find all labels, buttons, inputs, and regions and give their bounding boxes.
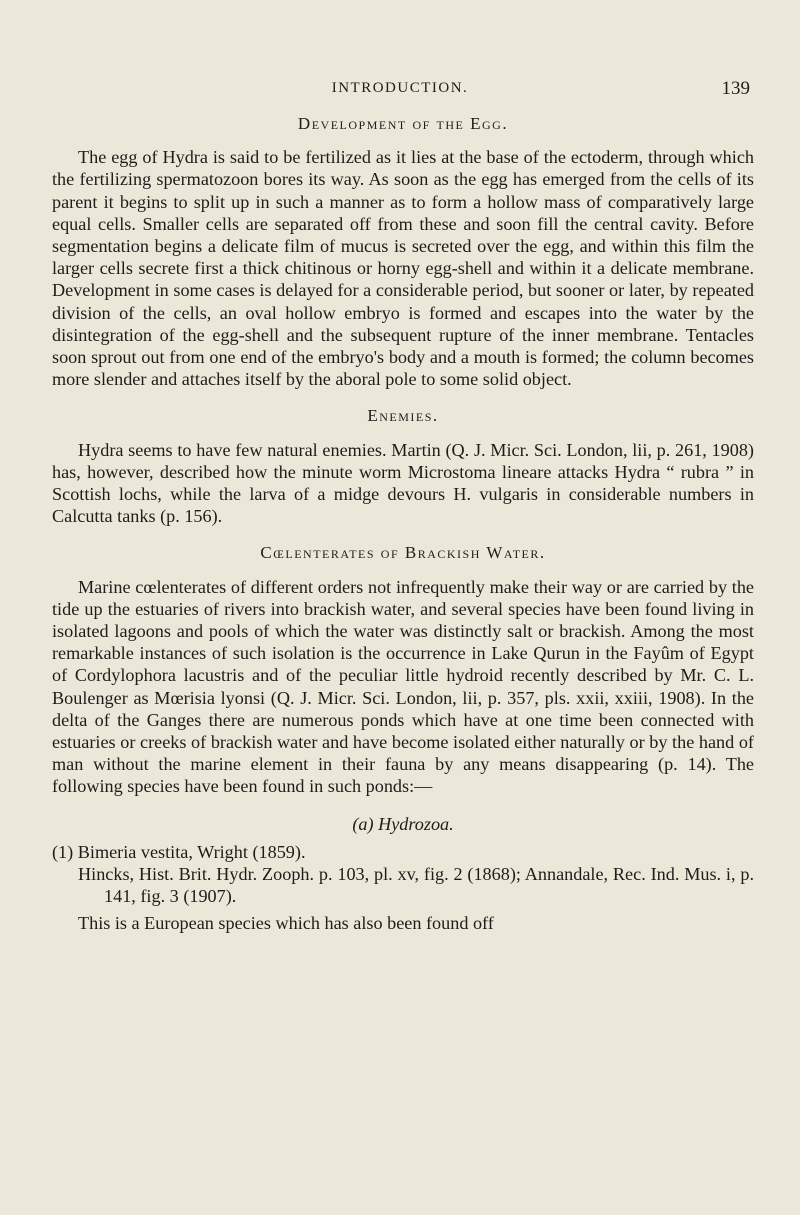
species-entry: (1) Bimeria vestita, Wright (1859). [52,841,306,862]
species-references: Hincks, Hist. Brit. Hydr. Zooph. p. 103, pl. xv, fig. 2 (1868); Annandale, Rec. Ind. Mus. i, p. 141, fig. 3 (1907). [78,864,754,907]
subsection-heading: (a) Hydrozoa. [352,813,454,834]
running-title: INTRODUCTION. [331,80,469,96]
section-development-of-egg [52,113,754,390]
section-heading: Development of the Egg. [297,114,509,133]
section-enemies [52,405,754,527]
section-heading: Cœlenterates of Brackish Water. [260,543,546,563]
section-paragraph: Marine cœlenterates of different orders not infrequently make their way or are carried by the tide up the estuaries of rivers into brackish water, and several species have been found living in isolated lagoons and pools of which the water was distinctly salt or brackish. Among the most remarkable instances of such isolation is the occurrence in Lake Qurun in the Fayûm of Egypt of Cordylophora lacustris and of the peculiar little hydroid recently described by Mr. C. L. Boulenger as Mœrisia lyonsi (Q. J. Micr. Sci. London, lii, p. 357, pls. xxii, xxiii, 1908). In the delta of the Ganges there are numerous ponds which have at one time been connected with estuaries or creeks of brackish water and have become isolated either naturally or by the hand of man without the marine element in their fauna by any means disappearing (p. 14). The following species have been found in such ponds:— [52,576,754,797]
page-body [52,113,754,934]
section-paragraph: Hydra seems to have few natural enemies. Martin (Q. J. Micr. Sci. London, lii, p. 261, 1908) has, however, described how the minute worm Microstoma lineare attacks Hydra “ rubra ” in Scottish lochs, while the larva of a midge devours H. vulgaris in considerable numbers in Calcutta tanks (p. 156). [52,439,754,527]
running-head [0,78,800,104]
trailing-paragraph: This is a European species which has also been found off [78,912,494,933]
section-brackish-water [52,542,754,797]
section-paragraph: The egg of Hydra is said to be fertilized as it lies at the base of the ectoderm, through which the fertilizing spermatozoon bores its way. As soon as the egg has emerged from the cells of its parent it begins to split up in such a manner as to form a hollow mass of comparatively large equal cells. Smaller cells are separated off from these and soon fill the central cavity. Before segmentation begins a delicate film of mucus is secreted over the egg, and within this film the larger cells secrete first a thick chitinous or horny egg-shell and within it a delicate membrane. Development in some cases is delayed for a considerable period, but sooner or later, by repeated division of the cells, an oval hollow embryo is formed and escapes into the water by the disintegration of the egg-shell and the subsequent rupture of the inner membrane. Tentacles soon sprout out from one end of the embryo's body and a mouth is formed; the column becomes more slender and attaches itself by the aboral pole to some solid object. [52,147,754,390]
page-number: 139 [721,78,750,99]
section-heading: Enemies. [367,406,439,426]
